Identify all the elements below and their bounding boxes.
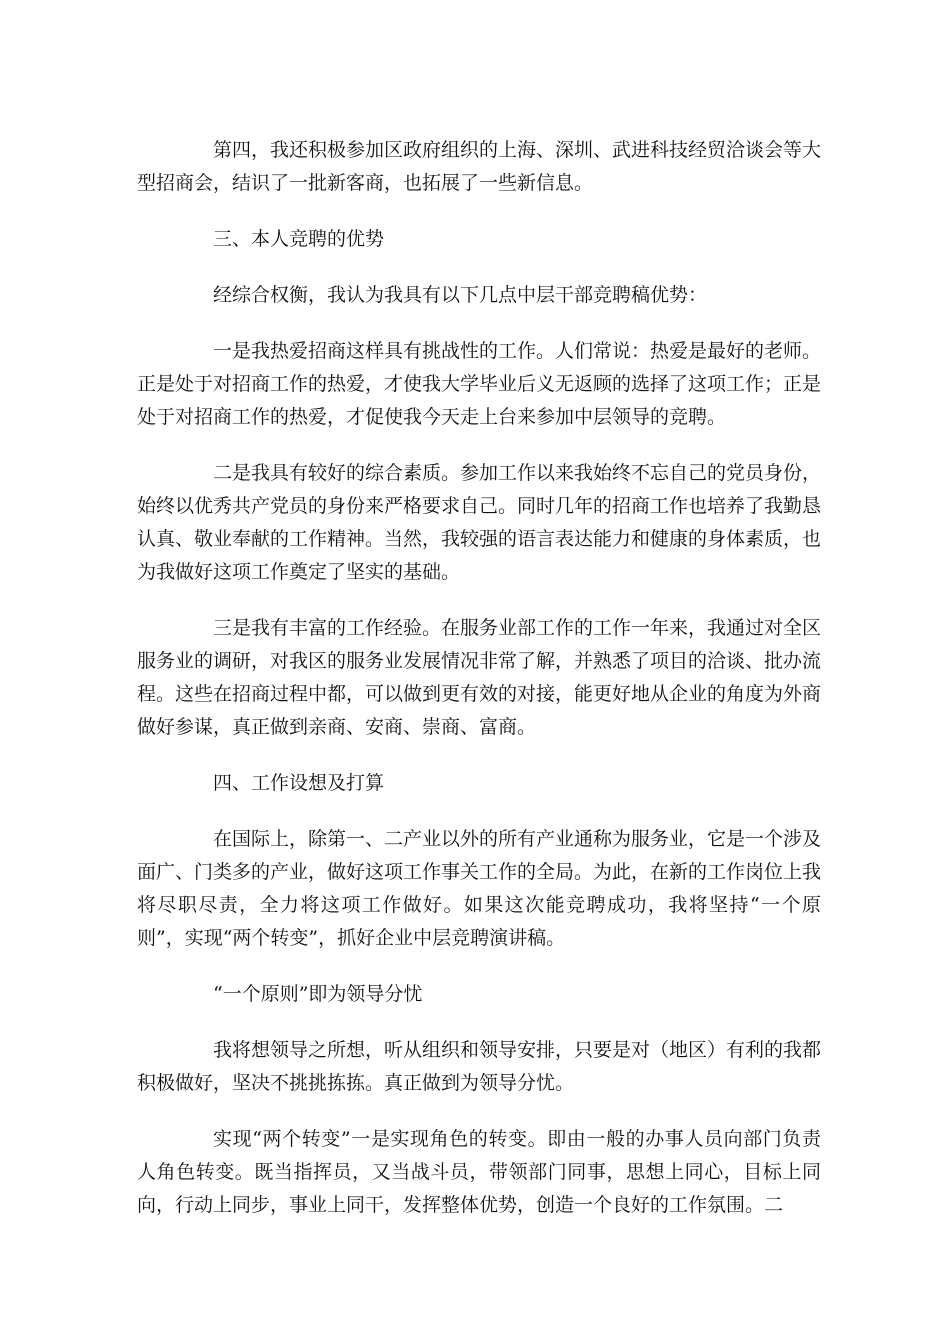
paragraph-one-principle: 我将想领导之所想，听从组织和领导安排，只要是对（地区）有利的我都积极做好，坚决不挑挑拣拣。真正做到为领导分忧。 [137,1039,822,1094]
paragraph-advantage-one: 一是我热爱招商这样具有挑战性的工作。人们常说：热爱是最好的老师。正是处于对招商工作的热爱，才使我大学毕业后义无返顾的选择了这项工作；正是处于对招商工作的热爱，才促使我今天走上台来参加中层领导的竞聘。 [137,340,822,428]
paragraph-advantage-three: 三是我有丰富的工作经验。在服务业部工作的工作一年来，我通过对全区服务业的调研，对我区的服务业发展情况非常了解，并熟悉了项目的洽谈、批办流程。这些在招商过程中都，可以做到更有效的对接，能更好地从企业的角度为外商做好参谋，真正做到亲商、安商、崇商、富商。 [137,617,822,738]
paragraph-plans-intro: 在国际上，除第一、二产业以外的所有产业通称为服务业，它是一个涉及面广、门类多的产业，做好这项工作事关工作的全局。为此，在新的工作岗位上我将尽职尽责，全力将这项工作做好。如果这次能竞聘成功，我将坚持“一个原则”，实现“两个转变”，抓好企业中层竞聘演讲稿。 [137,828,822,949]
section-heading-advantages: 三、本人竞聘的优势 [213,228,385,250]
subheading-one-principle: “一个原则”即为领导分忧 [213,983,423,1005]
paragraph-advantages-intro: 经综合权衡，我认为我具有以下几点中层干部竞聘稿优势： [213,284,708,306]
paragraph-two-transitions: 实现“两个转变”一是实现角色的转变。即由一般的办事人员向部门负责人角色转变。既当指挥员，又当战斗员，带领部门同事，思想上同心，目标上同向，行动上同步，事业上同干，发挥整体优势，创造一个良好的工作氛围。二 [137,1128,821,1216]
paragraph-fourth-point: 第四，我还积极参加区政府组织的上海、深圳、武进科技经贸洽谈会等大型招商会，结识了一批新客商，也拓展了一些新信息。 [137,139,822,194]
section-heading-plans: 四、工作设想及打算 [213,772,385,794]
document-body [137,134,821,1245]
paragraph-advantage-two: 二是我具有较好的综合素质。参加工作以来我始终不忘自己的党员身份，始终以优秀共产党员的身份来严格要求自己。同时几年的招商工作也培养了我勤恳认真、敬业奉献的工作精神。当然，我较强的语言表达能力和健康的身体素质，也为我做好这项工作奠定了坚实的基础。 [137,462,822,583]
